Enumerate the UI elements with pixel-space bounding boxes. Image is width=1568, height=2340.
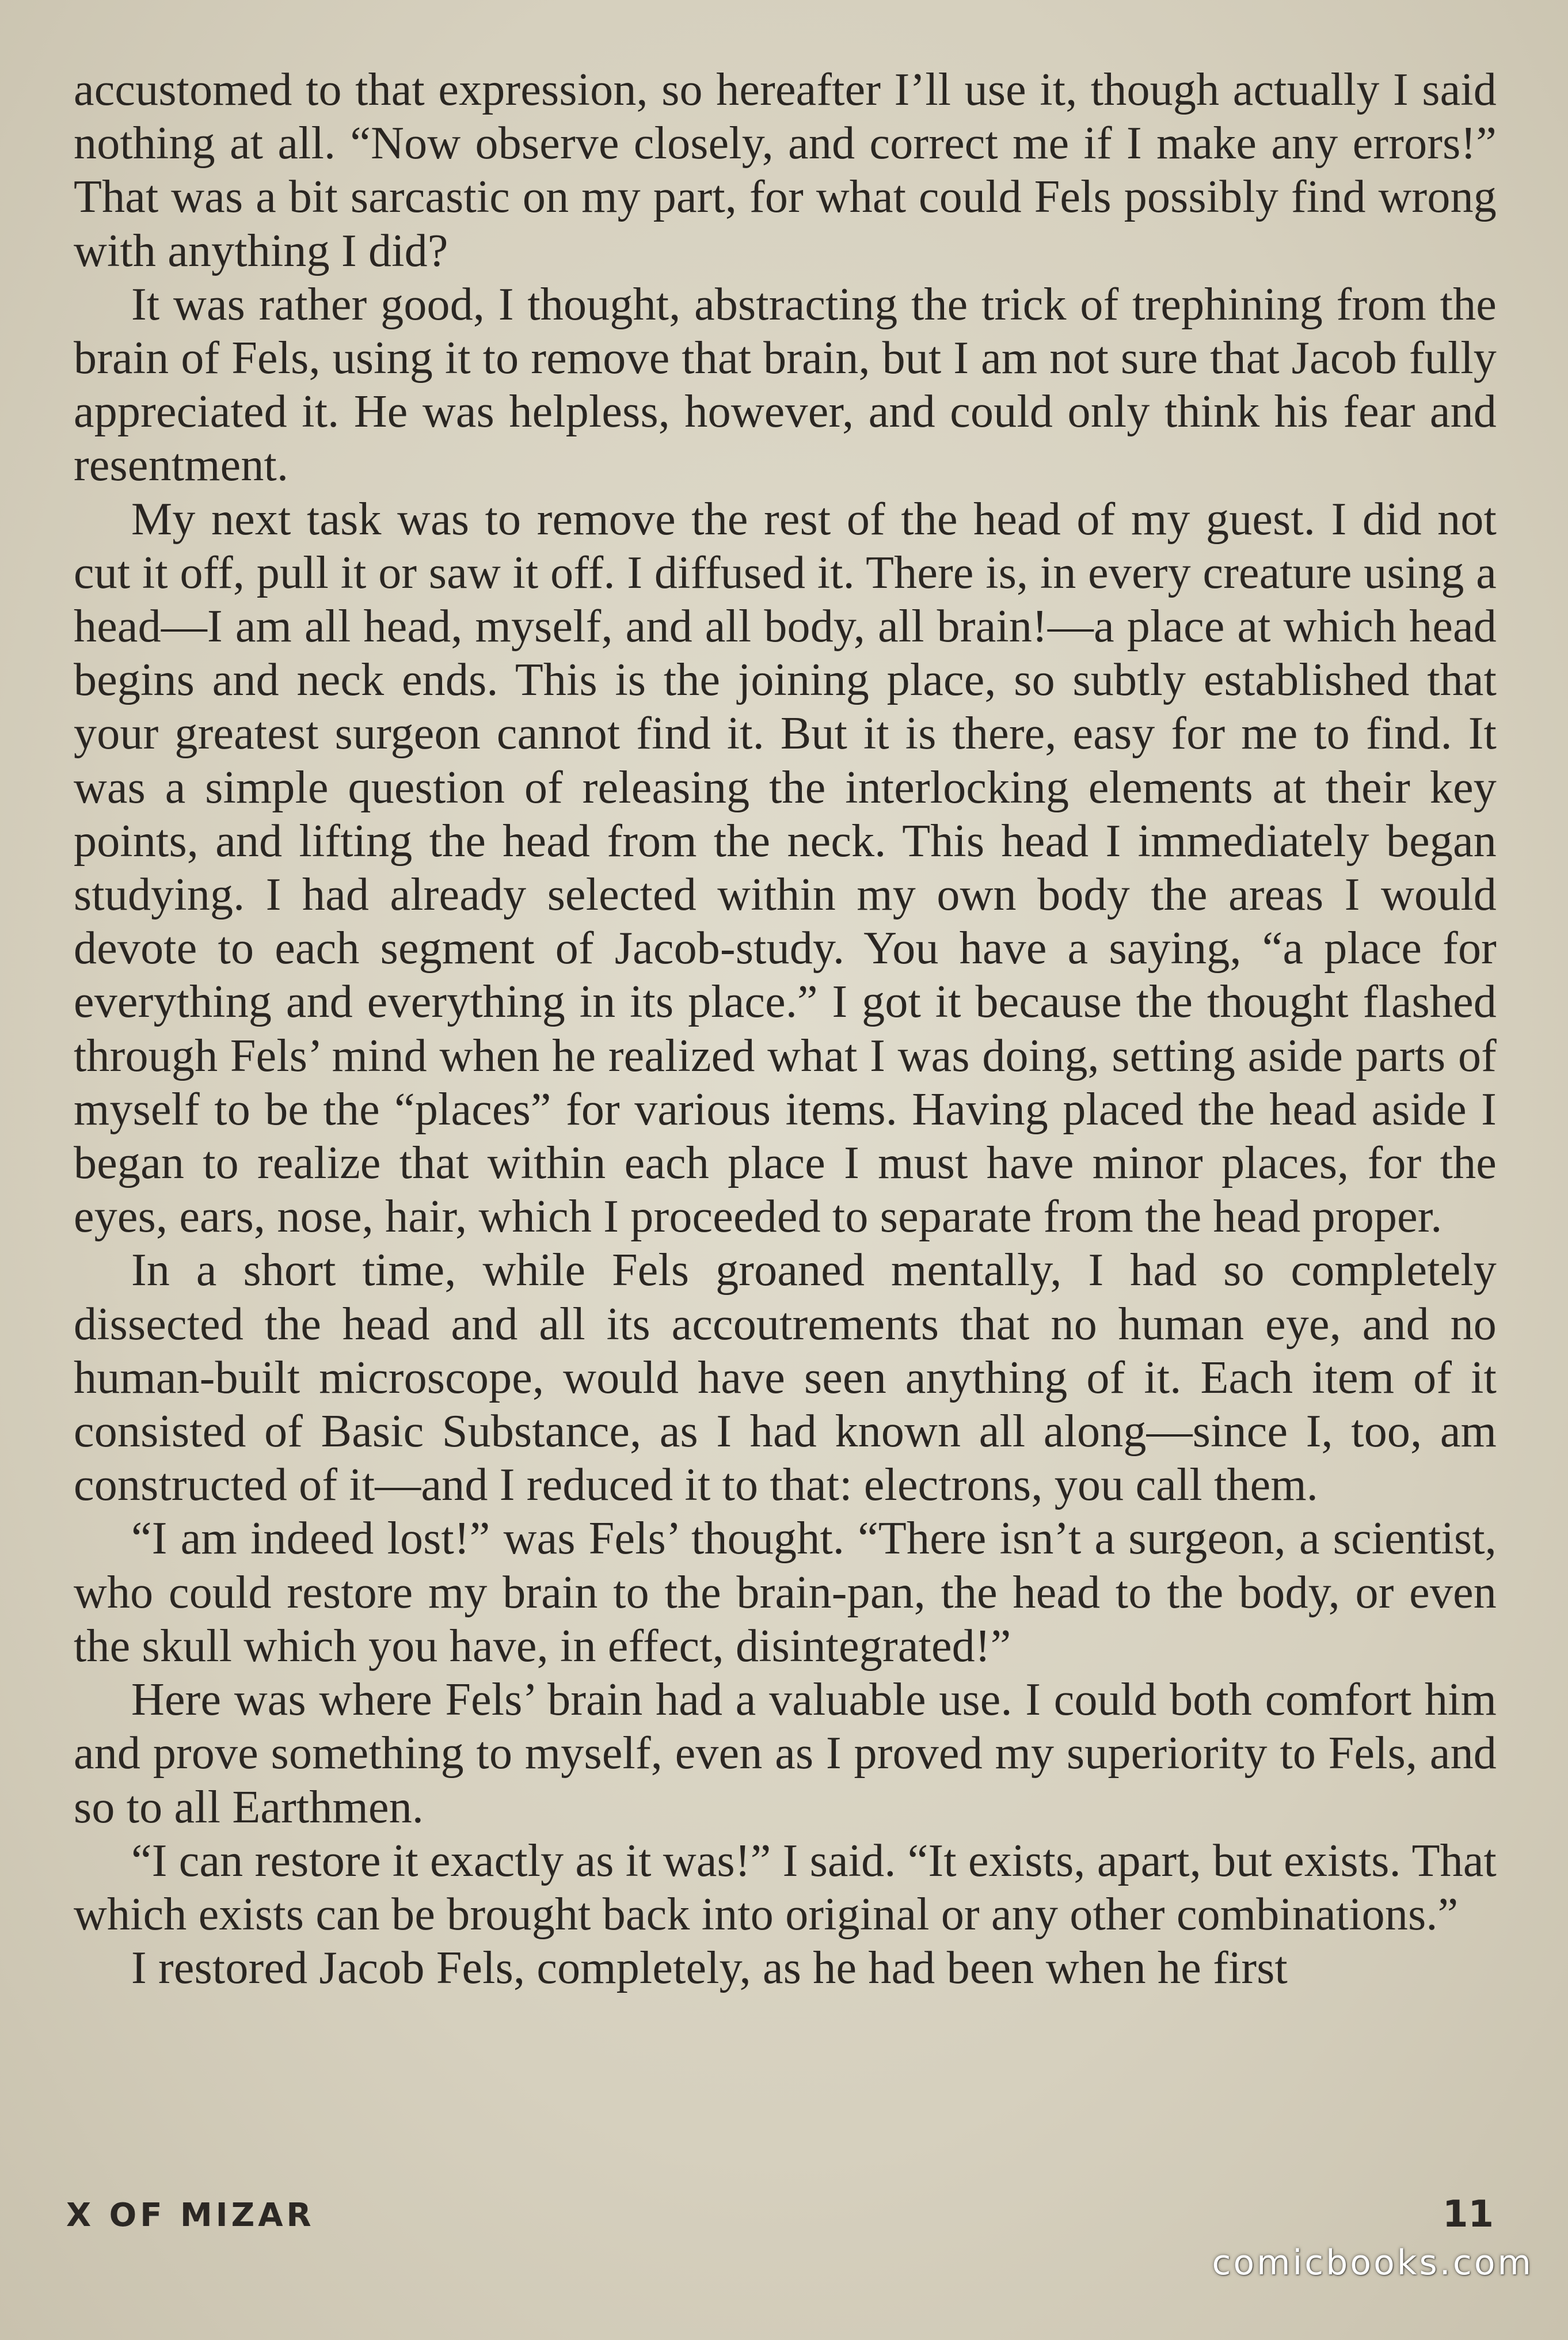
paragraph-4: In a short time, while Fels groaned mentally, I had so completely dissected the head and all its accoutrements that no human eye, and no human-built microscope, would have seen anything of it. Each item of it consisted of Basic Substance, as I had known all along—since I, too, am constructed of it—and I reduced it to that: electrons, you call them. — [74, 1245, 1497, 1511]
running-title: X OF MIZAR — [66, 2197, 315, 2234]
page-number: 11 — [1442, 2193, 1494, 2236]
paragraph-7: “I can restore it exactly as it was!” I said. “It exists, apart, but exists. That which exists can be brought back into original or any other combinations.” — [74, 1835, 1497, 1940]
page-text — [74, 63, 1497, 2251]
paragraph-8: I restored Jacob Fels, completely, as he had been when he first — [131, 1943, 1288, 1994]
paragraph-5: “I am indeed lost!” was Fels’ thought. “There isn’t a surgeon, a scientist, who could restore my brain to the brain-pan, the head to the body, or even the skull which you have, in effect, disintegrated!” — [74, 1513, 1497, 1672]
watermark: comicbooks.com — [1212, 2243, 1533, 2283]
paragraph-3: My next task was to remove the rest of the head of my guest. I did not cut it off, pull it or saw it off. I diffused it. There is, in every creature using a head—I am all head, myself, and all body, all brain!—a place at which head begins and neck ends. This is the joining place, so subtly established that your greatest surgeon cannot find it. But it is there, easy for me to find. It was a simple question of releasing the interlocking elements at their key points, and lifting the head from the neck. This head I immediately began studying. I had already selected within my own body the areas I would devote to each segment of Jacob-study. You have a saying, “a place for everything and everything in its place.” I got it because the thought flashed through Fels’ mind when he realized what I was doing, setting aside parts of myself to be the “places” for various items. Having placed the head aside I began to realize that within each place I must have minor places, for the eyes, ears, nose, hair, which I proceeded to separate from the head proper. — [74, 493, 1497, 1243]
paragraph-6: Here was where Fels’ brain had a valuable use. I could both comfort him and prove something to myself, even as I proved my superiority to Fels, and so to all Earthmen. — [74, 1674, 1497, 1833]
paragraph-2: It was rather good, I thought, abstracting the trick of trephining from the brain of Fels, using it to remove that brain, but I am not sure that Jacob fully appreciated it. He was helpless, however, and could only think his fear and resentment. — [74, 279, 1497, 491]
paragraph-1: accustomed to that expression, so hereafter I’ll use it, though actually I said nothing at all. “Now observe closely, and correct me if I make any errors!” That was a bit sarcastic on my part, for what could Fels possibly find wrong with anything I did? — [74, 64, 1497, 276]
